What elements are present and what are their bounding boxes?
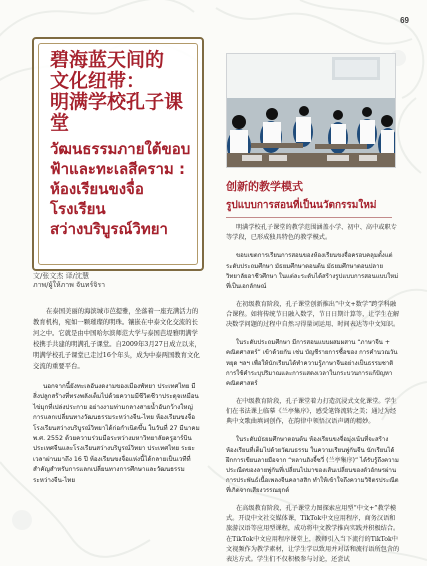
- classroom-photo-image: [227, 54, 395, 167]
- section-heading-chinese: 创新的教学模式: [226, 180, 303, 193]
- byline-thai: ภาพ/ผู้ให้ภาพ จันทร์จิรา: [33, 281, 106, 289]
- section-heading: [226, 178, 400, 218]
- right-column-text: [226, 223, 400, 573]
- page-number: 69: [400, 16, 409, 25]
- chinese-intro-paragraph: 在泰国美丽的海滨城市芭提雅，坐落着一座充满活力的教育机构，宛如一颗璀璨的明珠。镶嵌在中泰文化交流的长河之中。它就是由中国哈尔滨师范大学与泰国芭堤雅明满学校携手共建的明满孔子课堂。自2009年3月27日成立以来，明满学校孔子课堂已走过16个年头，成为中泰两国教育文化交流的重要平台。: [33, 308, 201, 370]
- article-title-box: [32, 37, 204, 271]
- thai-title-line-2: ฟ้าและทะเลสีคราม :: [50, 160, 185, 178]
- byline: [33, 272, 105, 290]
- thai-title-line-1: วัฒนธรรมภายใต้ขอบ: [50, 140, 191, 158]
- chinese-title-line-3: 明满学校孔子课堂: [50, 91, 184, 134]
- classroom-photo: [226, 53, 396, 168]
- left-column-text: [33, 306, 201, 496]
- right-paragraph-4: ในระดับประถมศึกษา มีการสอนแบบผสมผสาน “ภาษาจีน + คณิตศาสตร์” เข้าด้วยกัน เช่น บัญชีรายการซื้อของ การคำนวณวันหยุด ฯลฯ เพื่อให้นักเรียนได้ทำความรู้ภาษาจีนอย่างเป็นธรรมชาติ การใช้คำระบุปริมาณและการแสดงเวลาในกระบวนการแก้ปัญหาคณิตศาสตร์: [226, 339, 398, 387]
- thai-title-line-3: ห้องเรียนขงจื่อโรงเรียน: [50, 180, 144, 218]
- right-paragraph-2: ขอบเขตการเรียนการสอนของห้องเรียนขงจื่อครอบคลุมตั้งแต่ระดับประถมศึกษา มัธยมศึกษาตอนต้น มัธยมศึกษาตอนปลาย วิทยาลัยอาชีวศึกษา ในแต่ละระดับได้สร้างรูปแบบการสอนแบบใหม่ที่เป็นเอกลักษณ์: [226, 252, 399, 290]
- thai-intro-paragraph: นอกจากนี้ยังทะเลอันงดงามของเมืองพัทยา ประเทศไทย มีสิ่งปลูกสร้างที่ทรงพลังเต็มไปด้วยความมีชีวิตชีวาประดุจเหมือนไข่มุกที่เปล่งประกาย อย่างงามท่ามกลางสายน้ำอันกว้างใหญ่ การแลกเปลี่ยนทางวัฒนธรรมระหว่างจีน-ไทย ห้องเรียนขงจื่อโรงเรียนสว่างบริบูรณ์วิทยาได้ก่อกำเนิดขึ้น ในวันที่ 27 มีนาคม พ.ศ. 2552 ด้วยความร่วมมือระหว่างมหาวิทยาลัยครูฮาร์บิน ประเทศจีนและโรงเรียนสว่างบริบูรณ์วิทยา ประเทศไทย ระยะเวลาผ่านมาถึง 16 ปี ห้องเรียนขงจื่อแห่งนี้ได้กลายเป็นเวทีที่สำคัญสำหรับการแลกเปลี่ยนทางการศึกษาและวัฒนธรรมระหว่างจีน-ไทย: [33, 383, 200, 484]
- thai-title-line-4: สว่างบริบูรณ์วิทยา: [50, 220, 168, 238]
- chinese-title-line-1: 碧海蓝天间的: [50, 49, 165, 71]
- byline-chinese: 文/张文杰 译/沈慧: [33, 272, 89, 280]
- right-paragraph-7: 在高级教育阶段，孔子课堂力图探索应用型“中文+”教学模式。开设中文社交媒体课，TikTok中文应用程序，商务汉语和旅游汉语等应用型课程，成功将中文教学推向实践并积极结合。在TikTok中文应用程序课堂上，教师引入当下流行的TikTok中文视频作为教学素材，让学生学以致用并对话和流行语所包含的表达方式。学生们不仅积极参与讨论，还尝试: [226, 505, 400, 564]
- right-paragraph-1: 明满学校孔子课堂的教学范围涵盖小学、初中、高中或职专等学段，已形成独具特色的教学模式。: [226, 224, 397, 242]
- right-paragraph-5: 在中级教育阶段，孔子课堂着力打造沉浸式文化课堂。学生们在书法课上临摹《兰亭集序》，感受笔锋流转之美；通过为经典中文歌曲填词创作，在韵律中领悟汉语声调的精妙。: [226, 397, 397, 426]
- section-heading-thai: รูปแบบการสอนที่เป็นนวัตกรรมใหม่: [226, 200, 377, 211]
- chinese-title-line-2: 文化纽带：: [50, 70, 146, 92]
- thai-title: [50, 139, 192, 239]
- chinese-title: [50, 50, 192, 134]
- right-paragraph-6: ในระดับมัธยมศึกษาตอนต้น ห้องเรียนขงจื่อมุ่งเน้นที่จะสร้างห้องเรียนที่เต็มไปด้วยวัฒนธรรม ในความเรียนพู่กันจีน นักเรียนได้ฝึกการเขียนลายมือจาก “หลานถิงจี้ซวี่ (兰亭集序)” ได้รับรู้ถึงความประณีตของลายพู่กันที่เปลี่ยนไปมาของเส้นเปลี่ยนของตัวอักษรผ่านการประพันธ์เนื้อเพลงจีนคลาสสิก ทำให้เข้าใจถึงความวิจิตรประณีตที่เกิดจากเสียงวรรณยุกต์: [226, 436, 399, 494]
- section-divider: [226, 217, 392, 218]
- right-paragraph-3: 在初级教育阶段，孔子课堂创新推出“中文+数学”跨学科融合课程。如将传统节日融入数学，节日日期计算等，让学生在解决数学问题的过程中自然习得量词运用、时间表达等中文知识。: [226, 300, 400, 329]
